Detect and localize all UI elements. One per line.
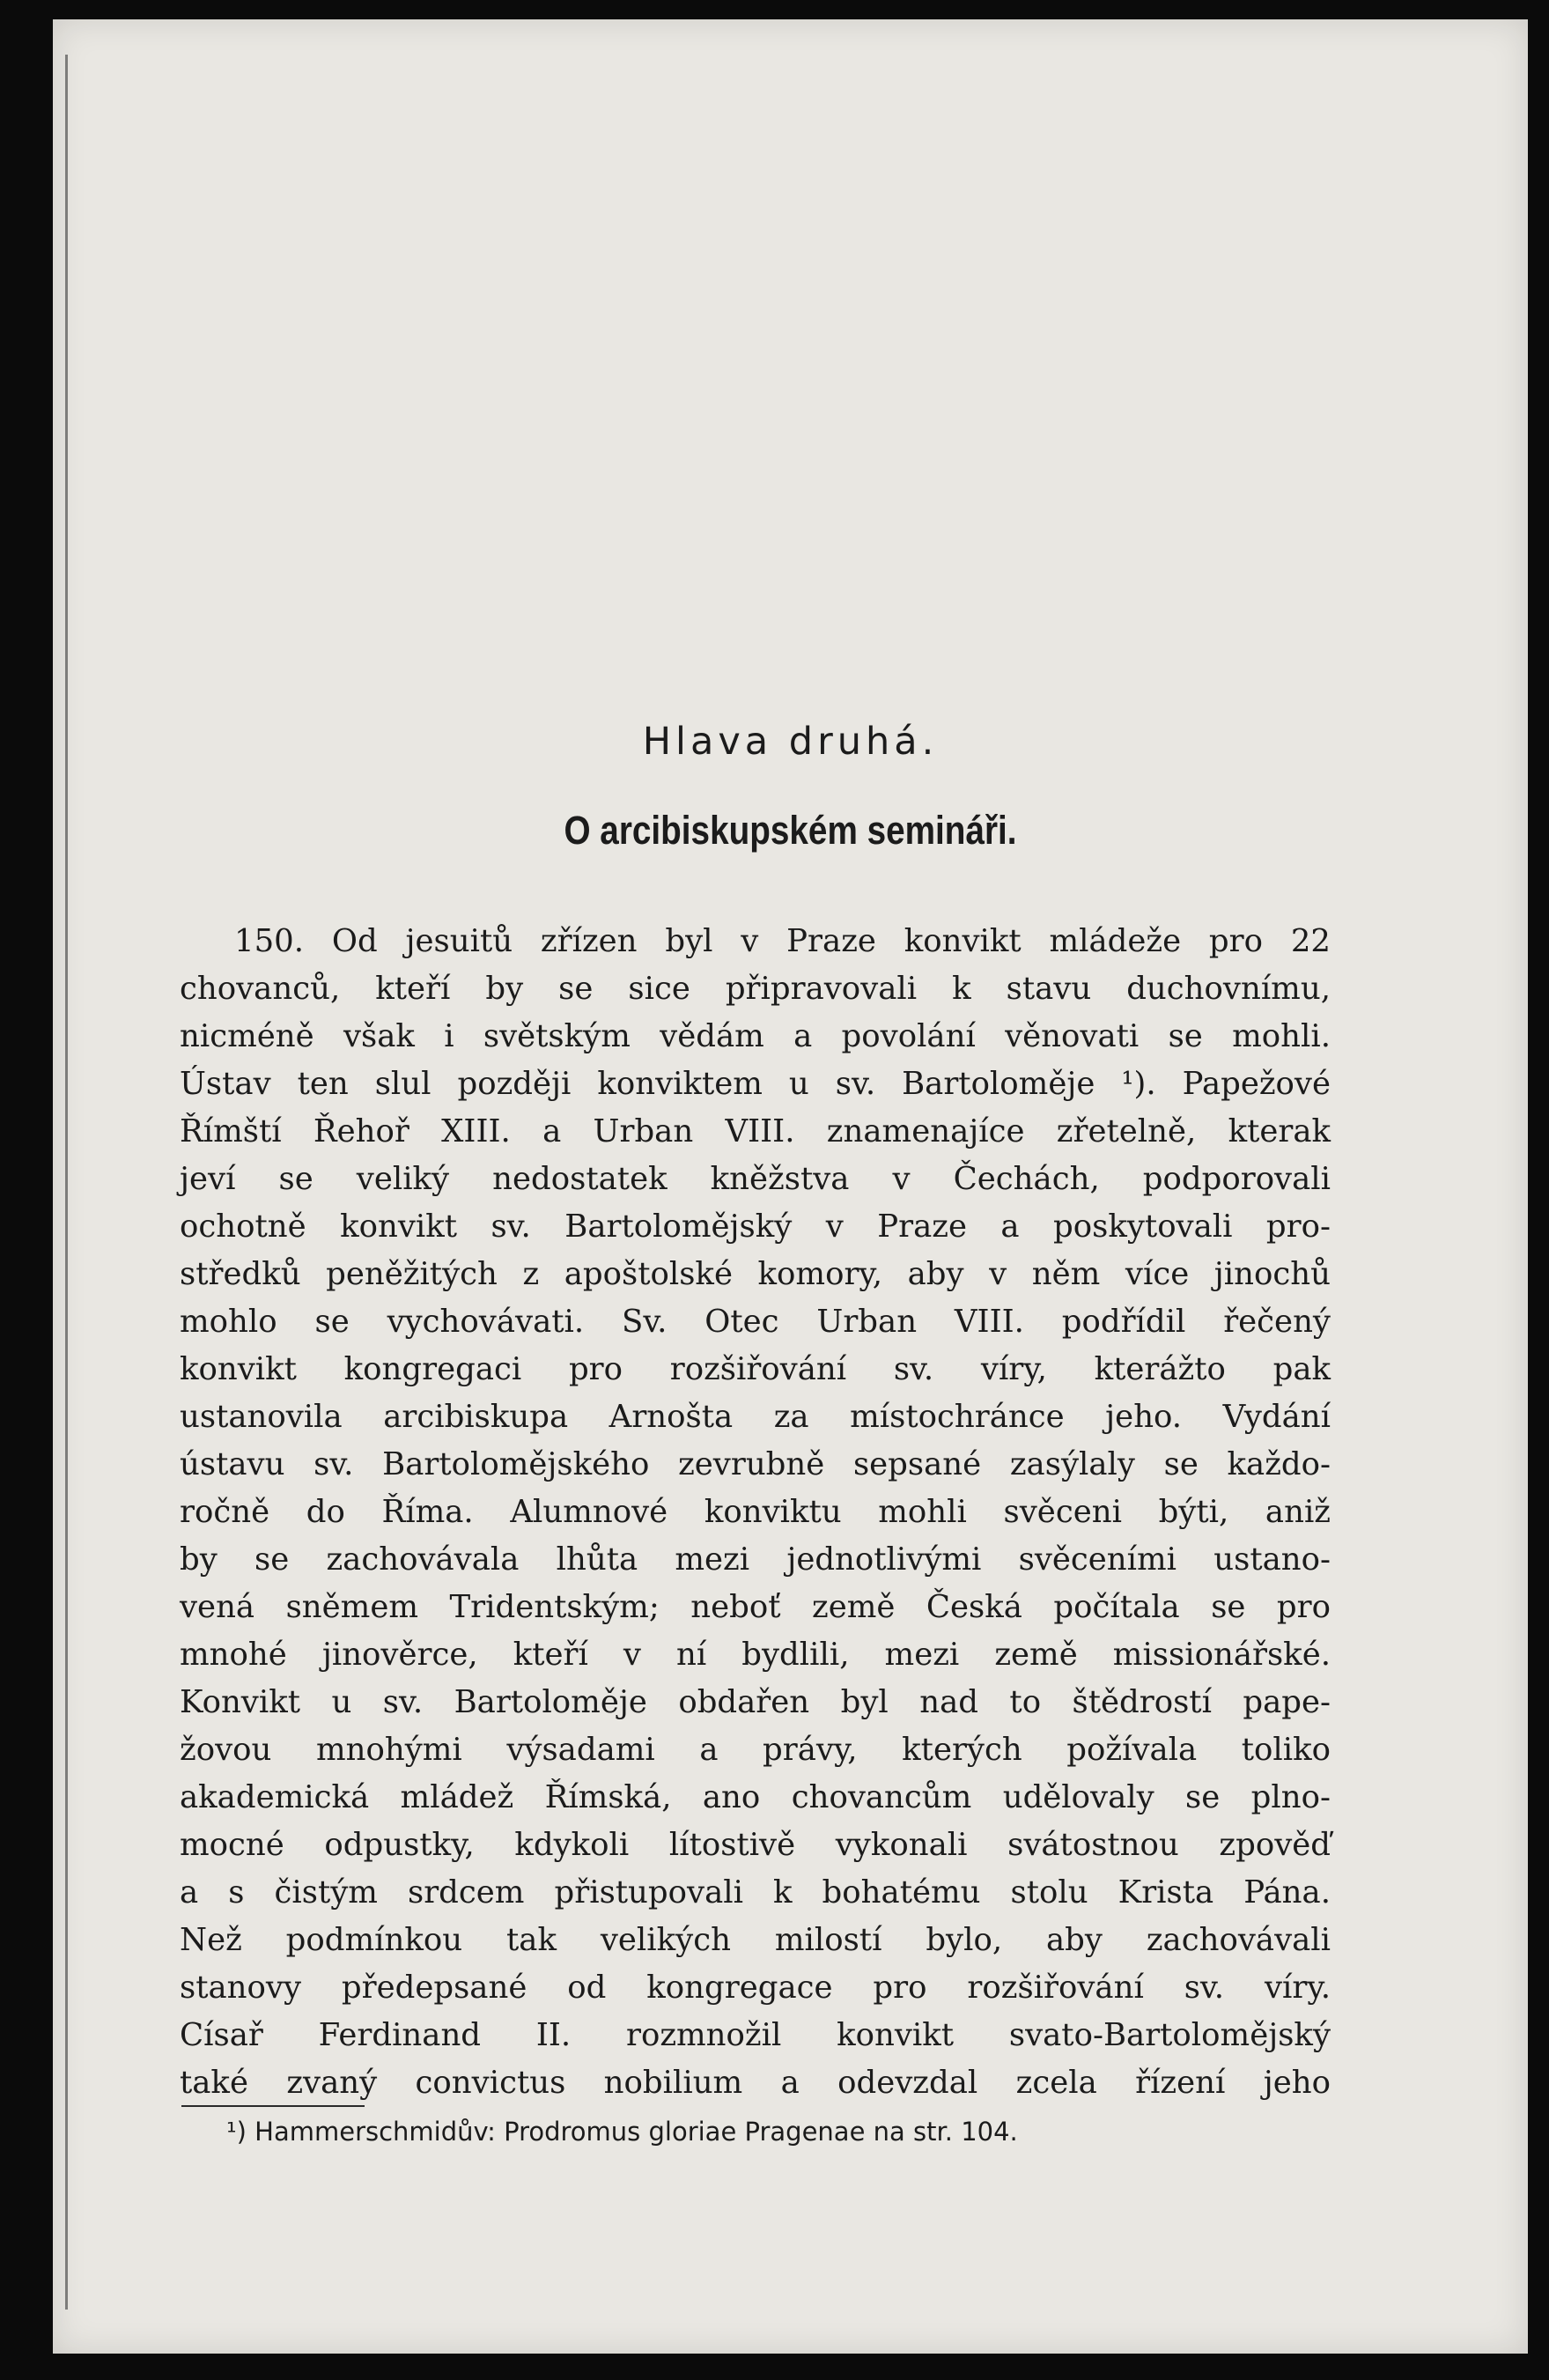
paragraph-line: mnohé jinověrce, kteří v ní bydlili, mezi země missionářské.	[180, 1637, 1331, 1673]
body-text	[180, 918, 1331, 2107]
paragraph-line: nicméně však i světským vědám a povolání věnovati se mohli.	[180, 1018, 1331, 1054]
paragraph-line: středků peněžitých z apoštolské komory, aby v něm více jinochů	[180, 1256, 1331, 1292]
paragraph-line: žovou mnohými výsadami a právy, kterých požívala toliko	[180, 1732, 1331, 1768]
paragraph-line: stanovy předepsané od kongregace pro rozšiřování sv. víry.	[180, 1970, 1331, 2006]
paragraph-line: Císař Ferdinand II. rozmnožil konvikt svato-Bartolomějský	[180, 2017, 1331, 2053]
chapter-heading: Hlava druhá.	[642, 720, 939, 764]
footnote-rule	[181, 2105, 365, 2107]
paragraph-line: vená sněmem Tridentským; neboť země Česká počítala se pro	[180, 1589, 1331, 1625]
paragraph-line: ročně do Říma. Alumnové konviktu mohli svěceni býti, aniž	[180, 1494, 1331, 1530]
page-gutter-shadow	[65, 55, 68, 2310]
book-page	[53, 19, 1528, 2354]
paragraph-line: Římští Řehoř XIII. a Urban VIII. znamenajíce zřetelně, kterak	[180, 1113, 1331, 1149]
paragraph-line: Ústav ten slul později konviktem u sv. Bartoloměje ¹). Papežové	[180, 1066, 1331, 1102]
footnote: ¹) Hammerschmidův: Prodromus gloriae Pragenae na str. 104.	[226, 2117, 1018, 2147]
paragraph-line: mohlo se vychovávati. Sv. Otec Urban VIII. podřídil řečený	[180, 1304, 1331, 1340]
paragraph-line: Než podmínkou tak velikých milostí bylo, aby zachovávali	[180, 1922, 1331, 1958]
paragraph-line: by se zachovávala lhůta mezi jednotlivými svěceními ustano-	[180, 1541, 1331, 1578]
paragraph-line: také zvaný convictus nobilium a odevzdal zcela řízení jeho	[180, 2065, 1331, 2101]
paragraph-line: a s čistým srdcem přistupovali k bohatému stolu Krista Pána.	[180, 1874, 1331, 1911]
paragraph-line: ústavu sv. Bartolomějského zevrubně sepsané zasýlaly se každo-	[180, 1446, 1331, 1482]
paragraph-line: 150. Od jesuitů zřízen byl v Praze konvikt mládeže pro 22	[234, 923, 1331, 959]
paragraph-line: Konvikt u sv. Bartoloměje obdařen byl nad to štědrostí pape-	[180, 1684, 1331, 1720]
paragraph-line: mocné odpustky, kdykoli lítostivě vykonali svátostnou zpověď	[180, 1827, 1331, 1863]
paragraph-line: ustanovila arcibiskupa Arnošta za místochránce jeho. Vydání	[180, 1399, 1331, 1435]
paragraph-line: jeví se veliký nedostatek kněžstva v Čechách, podporovali	[180, 1161, 1331, 1197]
paragraph-line: chovanců, kteří by se sice připravovali k stavu duchovnímu,	[180, 971, 1331, 1007]
section-title: O arcibiskupském semináři.	[564, 808, 1017, 853]
paragraph-line: konvikt kongregaci pro rozšiřování sv. víry, kterážto pak	[180, 1351, 1331, 1387]
paragraph-line: ochotně konvikt sv. Bartolomějský v Praze a poskytovali pro-	[180, 1208, 1331, 1245]
paragraph-line: akademická mládež Římská, ano chovancům udělovaly se plno-	[180, 1779, 1331, 1815]
